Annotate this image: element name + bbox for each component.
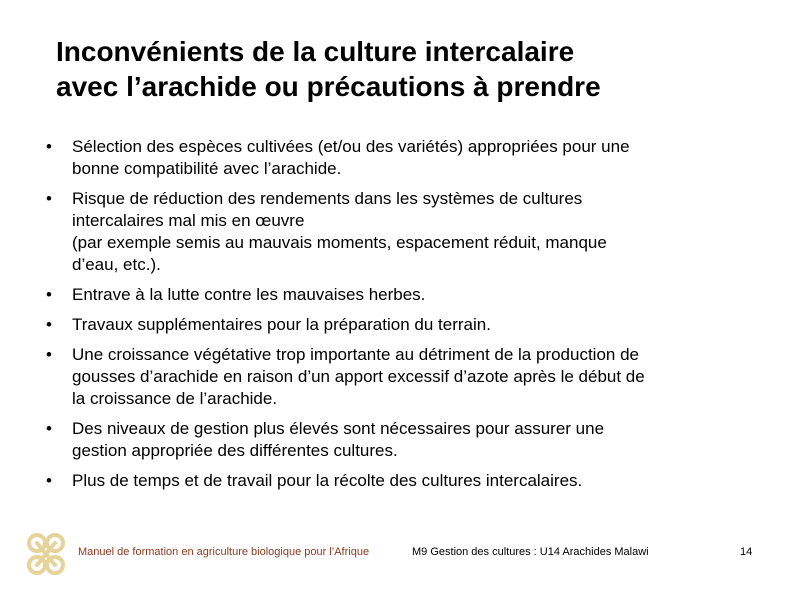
bullet-list (46, 136, 746, 500)
bullet-item (46, 284, 746, 306)
bullet-line: Risque de réduction des rendements dans les systèmes de cultures (72, 189, 583, 208)
bullet-dot: • (46, 419, 52, 438)
bullet-line: gestion appropriée des différentes cultures. (72, 441, 398, 460)
bullet-dot: • (46, 315, 52, 334)
bullet-item (46, 314, 746, 336)
bullet-line: d’eau, etc.). (72, 255, 161, 274)
bullet-line: Plus de temps et de travail pour la récolte des cultures intercalaires. (72, 471, 583, 490)
bullet-dot: • (46, 285, 52, 304)
slide-title-line-2: avec l’arachide ou précautions à prendre (56, 71, 601, 102)
slide-title (56, 34, 756, 104)
bullet-line: Une croissance végétative trop importante au détriment de la production de (72, 345, 639, 364)
bullet-line: Travaux supplémentaires pour la préparation du terrain. (72, 315, 491, 334)
bullet-line: Entrave à la lutte contre les mauvaises herbes. (72, 285, 426, 304)
bullet-dot: • (46, 137, 52, 156)
page-number: 14 (740, 546, 753, 558)
bullet-dot: • (46, 471, 52, 490)
bullet-line: la croissance de l’arachide. (72, 389, 278, 408)
bullet-line: Des niveaux de gestion plus élevés sont nécessaires pour assurer une (72, 419, 605, 438)
bullet-item (46, 344, 746, 410)
slide-title-line-1: Inconvénients de la culture intercalaire (56, 36, 575, 67)
bullet-line: intercalaires mal mis en œuvre (72, 211, 305, 230)
bullet-item (46, 418, 746, 462)
bullet-item (46, 470, 746, 492)
bullet-item (46, 188, 746, 276)
bullet-dot: • (46, 345, 52, 364)
knot-logo-svg (25, 530, 67, 578)
footer-manual-title: Manuel de formation en agriculture biologique pour l’Afrique (78, 546, 370, 558)
bullet-line: gousses d’arachide en raison d’un apport excessif d’azote après le début de (72, 367, 645, 386)
footer-module-title: M9 Gestion des cultures : U14 Arachides Malawi (412, 546, 649, 558)
bullet-line: Sélection des espèces cultivées (et/ou des variétés) appropriées pour une (72, 137, 630, 156)
bullet-line: (par exemple semis au mauvais moments, espacement réduit, manque (72, 233, 607, 252)
bullet-dot: • (46, 189, 52, 208)
bullet-item (46, 136, 746, 180)
knot-logo-icon (25, 530, 67, 578)
bullet-line: bonne compatibilité avec l’arachide. (72, 159, 342, 178)
